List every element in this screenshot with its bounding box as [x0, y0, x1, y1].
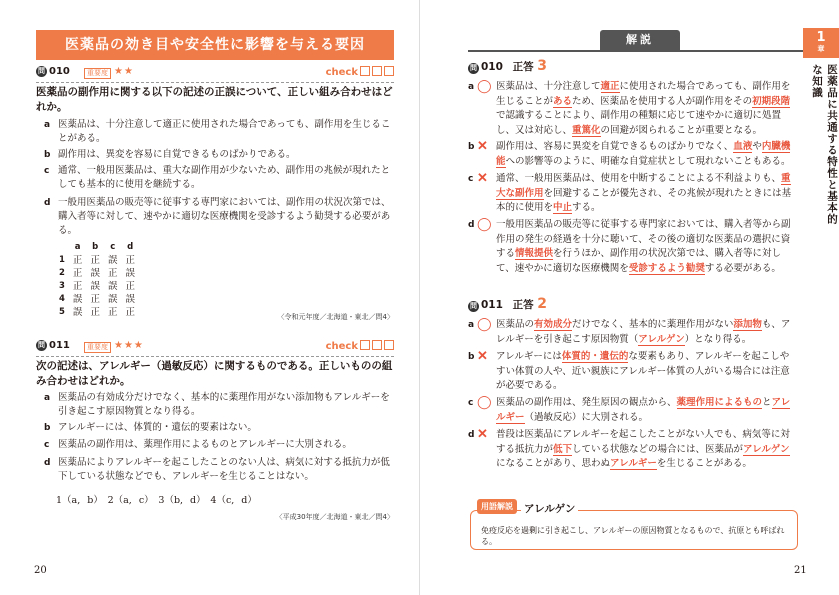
question-010-text: 医薬品の副作用に関する以下の記述の正誤について、正しい組み合わせはどれか。 [36, 86, 393, 113]
table-row: 2 正 誤 正 誤 [59, 268, 135, 279]
answer-011-b: b ✕ アレルギーには体質的・遺伝的な要素もあり、アレルギーを起こしやすい体質の人や、近い親族にアレルギー体質の人がいる場合には注意が必要である。 [468, 349, 790, 391]
check-boxes: check [326, 340, 394, 352]
question-icon: 問 [470, 302, 477, 310]
answer-011-header: 問 011 正答 2 [470, 296, 547, 312]
explanation-header [468, 30, 810, 52]
wrong-mark-icon: ✕ [477, 427, 488, 442]
question-011-choices: 1（a, b） 2（a, c） 3（b, d） 4（c, d） [56, 495, 257, 506]
check-box-1[interactable] [360, 66, 370, 76]
question-011-option-b: b アレルギーには、体質的・遺伝的要素はない。 [44, 422, 257, 433]
question-011-text: 次の記述は、アレルギー（過敏反応）に関するものである。正しいものの組み合わせはどれか。 [36, 360, 393, 387]
answer-011-a: a ◯ 医薬品の有効成分だけでなく、基本的に薬理作用がない添加物も、アレルギーを引き起こす原因物質（アレルゲン）となり得る。 [468, 317, 791, 345]
question-011-option-d: d 医薬品によりアレルギーを起こしたことのない人は、病気に対する抵抗力が低下している状態などでも、アレルギーを生じることはない。 [44, 457, 390, 482]
importance-label: 重要度 [84, 342, 111, 353]
question-010-source: 〈令和元年度／北海道・東北／問4〉 [277, 313, 394, 321]
glossary-definition: 免疫反応を過剰に引き起こし、アレルギーの原因物質となるもので、抗原とも呼ばれる。 [481, 526, 785, 546]
right-page [420, 0, 839, 595]
question-010-option-b: b 副作用は、異変を容易に自覚できるものばかりである。 [44, 149, 296, 160]
explanation-tab: 解説 [600, 30, 680, 50]
answer-011-d: d ✕ 普段は医薬品にアレルギーを起こしたことがない人でも、病気等に対する抵抗力が低下している状態などの場合には、医薬品がアレルゲンになることがあり、思わぬアレルギーを生じることがある。 [468, 427, 790, 469]
question-number: 問 011 [38, 340, 70, 351]
chapter-badge: 1 章 [803, 28, 839, 58]
answer-010-b: b ✕ 副作用は、容易に異変を自覚できるものばかりでなく、血液や内臓機能への影響等のように、明確な自覚症状として現れないこともある。 [468, 139, 791, 167]
correct-answer: 2 [537, 296, 547, 312]
glossary-box [470, 502, 798, 550]
question-011-option-a: a 医薬品の有効成分だけでなく、基本的に薬理作用がない添加物もアレルギーを引き起こす原因物質となり得る。 [44, 392, 390, 417]
page-number-right: 21 [794, 565, 807, 576]
answer-010-d: d ◯ 一般用医薬品の販売等に従事する専門家においては、購入者等から副作用の発生の経過を十分に聴いて、その後の適切な医薬品の選択に資する情報提供を行うほか、副作用の状況次第では、購入者等に対して、速やかに適切な医療機関を受診するよう勧奨する必要がある。 [468, 217, 791, 274]
question-icon: 問 [38, 341, 45, 349]
correct-mark-icon: ◯ [477, 79, 492, 94]
table-row: 5 誤 正 正 正 [59, 307, 135, 318]
question-011-source: 〈平成30年度／北海道・東北／問4〉 [275, 513, 394, 521]
glossary-word: アレルゲン [521, 501, 578, 516]
correct-mark-icon: ◯ [477, 395, 492, 410]
answer-011-c: c ◯ 医薬品の副作用は、発生原因の観点から、薬理作用によるものとアレルギー（過敏反応）に大別される。 [468, 395, 791, 423]
question-010-header [36, 66, 394, 83]
question-011-option-c: c 医薬品の副作用は、薬理作用によるものとアレルギーに大別される。 [44, 439, 352, 450]
check-box-2[interactable] [372, 66, 382, 76]
question-number: 問 010 [38, 66, 70, 77]
question-011-header [36, 340, 394, 357]
answer-combination-table [54, 240, 140, 320]
correct-answer: 3 [537, 58, 547, 74]
question-010-option-a: a 医薬品は、十分注意して適正に使用された場合であっても、副作用を生じることがある。 [44, 119, 391, 144]
correct-mark-icon: ◯ [477, 217, 492, 232]
page-number-left: 20 [34, 565, 47, 576]
table-header-row: a b c d [74, 242, 134, 252]
importance-stars: ★★ [114, 66, 134, 77]
chapter-sidebar [803, 28, 839, 228]
chapter-title: 医薬品に共通する特性と基本的な知識 [811, 64, 838, 225]
check-box-2[interactable] [372, 340, 382, 350]
wrong-mark-icon: ✕ [477, 171, 488, 186]
question-icon: 問 [470, 64, 477, 72]
correct-mark-icon: ◯ [477, 317, 492, 332]
glossary-tag: 用語解説 [477, 499, 517, 514]
importance-stars: ★★★ [114, 340, 144, 351]
question-010-option-c: c 通常、一般用医薬品は、重大な副作用が少ないため、副作用の兆候が現れたとしても基本的に使用を継続する。 [44, 165, 391, 190]
wrong-mark-icon: ✕ [477, 139, 488, 154]
answer-010-a: a ◯ 医薬品は、十分注意して適正に使用された場合であっても、副作用を生じることがあるため、医薬品を使用する人が副作用をその初期段階で認識することにより、副作用の種類に応じて速やかに適切に処置し、又は対応し、重篤化の回避が図られることが重要となる。 [468, 79, 791, 136]
importance-label: 重要度 [84, 68, 111, 79]
table-row: 1 正 正 誤 正 [59, 255, 135, 266]
check-boxes: check [326, 66, 394, 78]
question-icon: 問 [38, 67, 45, 75]
left-page [0, 0, 419, 595]
question-010-option-d: d 一般用医薬品の販売等に従事する専門家においては、副作用の状況次第では、購入者等に対して、速やかに適切な医療機関を受診するよう勧奨する必要がある。 [44, 197, 391, 236]
section-title: 医薬品の効き目や安全性に影響を与える要因 [36, 30, 394, 60]
table-row: 3 正 誤 誤 正 [59, 281, 135, 292]
table-row: 4 誤 正 誤 誤 [59, 294, 135, 305]
answer-010-c: c ✕ 通常、一般用医薬品は、使用を中断することによる不利益よりも、重大な副作用を回避することが優先され、その兆候が現れたときには基本的に使用を中止する。 [468, 171, 792, 213]
check-box-3[interactable] [384, 66, 394, 76]
check-box-1[interactable] [360, 340, 370, 350]
wrong-mark-icon: ✕ [477, 349, 488, 364]
answer-010-header: 問 010 正答 3 [470, 58, 547, 74]
check-box-3[interactable] [384, 340, 394, 350]
